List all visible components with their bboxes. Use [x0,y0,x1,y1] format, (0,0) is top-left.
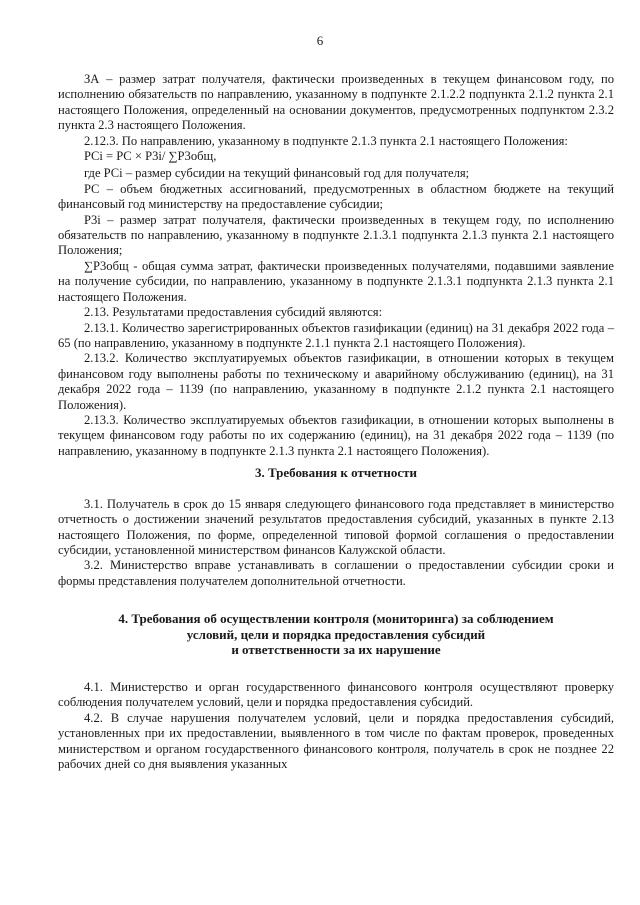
paragraph-2-12-3: 2.12.3. По направлению, указанному в подпункте 2.1.3 пункта 2.1 настоящего Положения: [84,133,568,148]
paragraph-2-13-1: 2.13.1. Количество зарегистрированных объектов газификации (единиц) на 31 декабря 2022 года – 65 (по направлению, указанному в подпункте 2.1.1 пункта 2.1 настоящего Положения). [58,320,614,350]
section-4-heading-line-2: условий, цели и порядка предоставления субсидий [186,626,486,642]
paragraph-p3i-definition: P3i – размер затрат получателя, фактически произведенных в текущем году, по исполнению обязательств по направлению, указанному в подпункте 2.1.3.1 подпункта 2.1.3 пункта 2.1 настоящего Положения; [58,212,614,258]
paragraph-pc-definition: PC – объем бюджетных ассигнований, предусмотренных в областном бюджете на текущий финансовый год министерству на предоставление субсидии; [58,181,614,212]
section-3-heading: 3. Требования к отчетности [254,465,418,481]
paragraph-2-13-2: 2.13.2. Количество эксплуатируемых объектов газификации, в отношении которых в текущем финансовом году выполнены работы по техническому и аварийному обслуживанию (единиц), на 31 декабря 2022 года – 1139 (по направлению, указанному в подпункте 2.1.2 пункта 2.1 настоящего Положения). [58,351,614,412]
paragraph-4-1: 4.1. Министерство и орган государственного финансового контроля осуществляют проверку соблюдения получателем условий, цели и порядка предоставления субсидий. [58,679,614,710]
paragraph-3-1: 3.1. Получатель в срок до 15 января следующего финансового года представляет в министерство отчетность о достижении значений результатов предоставления субсидий, указанных в пункте 2.13 настоящего Положения, по форме, определенной типовой формой соглашения о предоставлении субсидии, установленной министерством финансов Калужской области. [58,496,614,557]
paragraph-3-2: 3.2. Министерство вправе устанавливать в соглашении о предоставлении субсидии сроки и формы представления получателем дополнительной отчетности. [58,558,614,588]
paragraph-2-13-3: 2.13.3. Количество эксплуатируемых объектов газификации, в отношении которых выполнены в текущем финансовом году работы по их содержанию (единиц), на 31 декабря 2022 года – 1139 (по направлению, указанному в подпункте 2.1.3 пункта 2.1 настоящего Положения). [58,412,614,458]
page-number: 6 [316,33,324,48]
paragraph-4-2: 4.2. В случае нарушения получателем условий, цели и порядка предоставления субсидий, установленных при их предоставлении, выявленного в том числе по фактам проверок, проведенных министерством и органом государственного финансового контроля, получатель в срок не позднее 22 рабочих дней со дня выявления указанных [58,710,614,771]
paragraph-p3-total-definition: ∑P3общ - общая сумма затрат, фактически произведенных получателями, подавшими заявление на получение субсидии, по направлению, указанному в подпункте 2.1.3.1 подпункта 2.1.3 пункта 2.1 настоящего Положения. [58,258,614,304]
section-4-heading-line-3: и ответственности за их нарушение [231,642,441,658]
document-body [58,72,614,772]
paragraph-za-definition: ЗА – размер затрат получателя, фактически произведенных в текущем финансовом году, по исполнению обязательств по направлению, указанному в подпункте 2.1.2.2 подпункта 2.1.2 пункта 2.1 настоящего Положения, определенный на основании документов, предусмотренных подпунктом 2.3.2 пункта 2.3 настоящего Положения. [58,72,614,133]
paragraph-2-13: 2.13. Результатами предоставления субсидий являются: [84,305,383,320]
section-4-heading-line-1: 4. Требования об осуществлении контроля (мониторинга) за соблюдением [118,611,554,627]
formula-pci: PCi = PC × P3i/ ∑P3общ, [84,149,217,164]
paragraph-pci-definition: где PCi – размер субсидии на текущий финансовый год для получателя; [84,166,470,181]
